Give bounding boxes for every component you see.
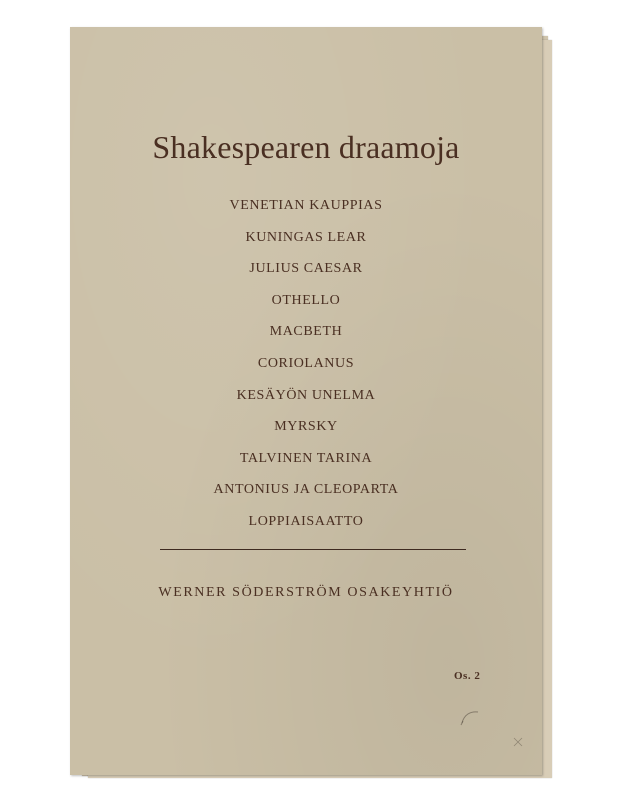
divider-rule	[160, 549, 466, 550]
play-title: MYRSKY	[274, 419, 338, 435]
play-title: MACBETH	[269, 324, 343, 340]
play-title: JULIUS CAESAR	[249, 261, 363, 277]
play-title: VENETIAN KAUPPIAS	[229, 198, 383, 213]
cover-title: Shakespearen draamoja	[152, 129, 460, 165]
catalog-code: Os. 2	[454, 670, 481, 682]
play-title: TALVINEN TARINA	[239, 450, 373, 466]
play-list	[70, 197, 542, 545]
play-title: OTHELLO	[271, 292, 341, 308]
play-title: ANTONIUS JA CLEOPARTA	[213, 482, 399, 498]
pencil-mark	[458, 707, 488, 727]
publisher-name: WERNER SÖDERSTRÖM OSAKEYHTIÖ	[158, 585, 454, 600]
book-cover	[70, 27, 542, 775]
play-title: CORIOLANUS	[257, 355, 355, 371]
pencil-mark	[510, 735, 530, 749]
play-title: KUNINGAS LEAR	[245, 229, 367, 245]
play-title: KESÄYÖN UNELMA	[236, 387, 376, 403]
play-title: LOPPIAISAATTO	[248, 513, 364, 529]
